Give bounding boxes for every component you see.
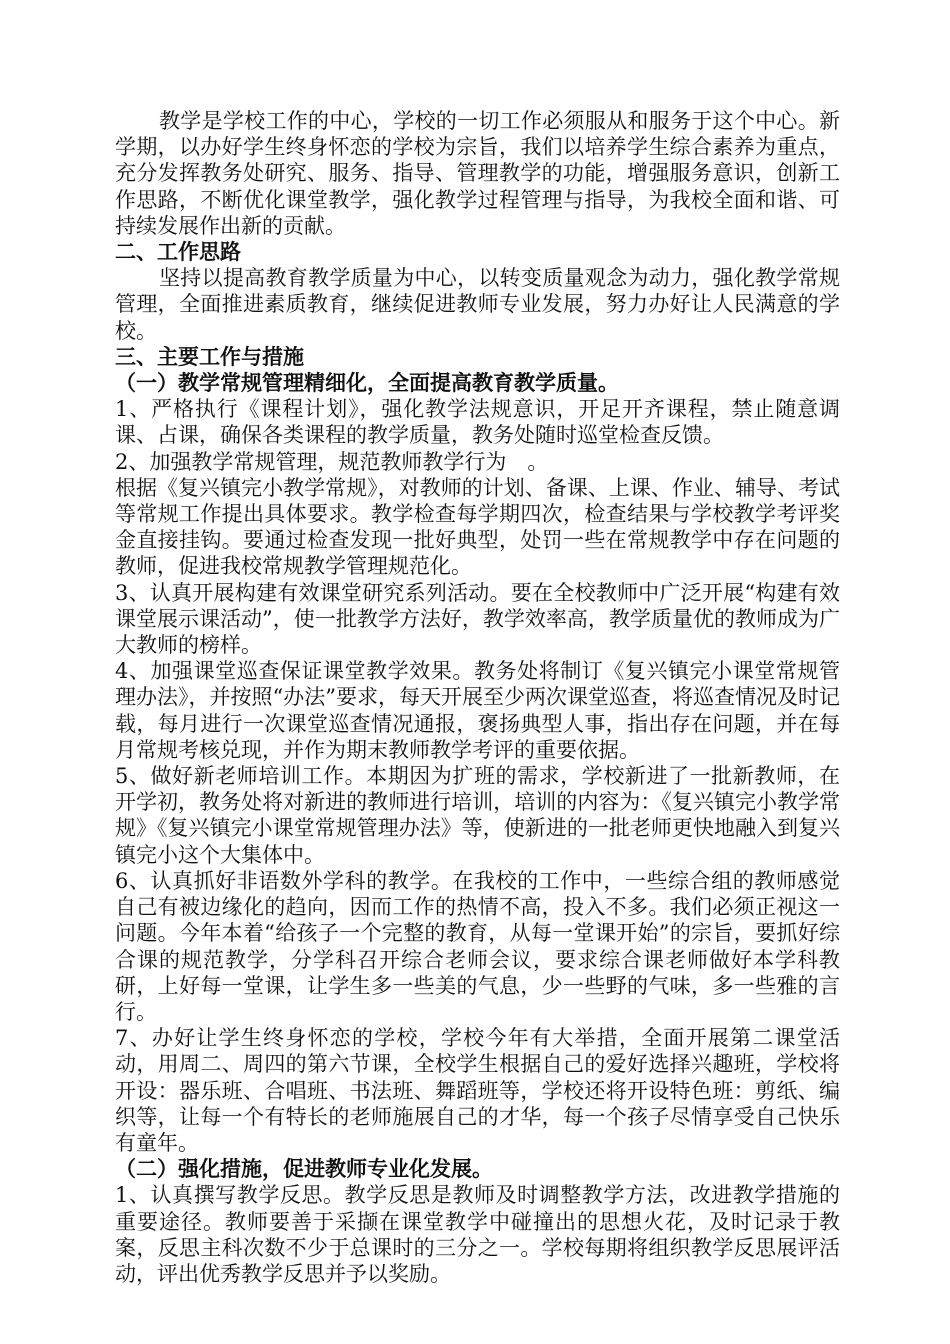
document-page xyxy=(115,108,840,1287)
section-heading-work-approach: 二、工作思路 xyxy=(115,239,241,265)
list-item: 根据《复兴镇完小教学常规》，对教师的计划、备课、上课、作业、辅导、考试等常规工作提出具体要求。教学检查每学期四次，检查结果与学校教学考评奖金直接挂钩。要通过检查发现一批好典型，处罚一些在常规教学中存在问题的教师，促进我校常规教学管理规范化。 xyxy=(115,475,840,579)
list-item: 7、办好让学生终身怀恋的学校，学校今年有大举措，全面开展第二课堂活动，用周二、周四的第六节课，全校学生根据自己的爱好选择兴趣班，学校将开设：器乐班、合唱班、书法班、舞蹈班等，学校还将开设特色班：剪纸、编织等，让每一个有特长的老师施展自己的才华，每一个孩子尽情享受自己快乐有童年。 xyxy=(115,1026,840,1155)
list-item: 2、加强教学常规管理，规范教师教学行为 。 xyxy=(115,449,549,474)
list-item: 3、认真开展构建有效课堂研究系列活动。要在全校教师中广泛开展“构建有效课堂展示课活动”，使一批教学方法好，教学效率高，教学质量优的教师成为广大教师的榜样。 xyxy=(115,580,840,658)
list-item: 6、认真抓好非语数外学科的教学。在我校的工作中，一些综合组的教师感觉自己有被边缘化的趋向，因而工作的热情不高，投入不多。我们必须正视这一问题。今年本着“给孩子一个完整的教育，从每一堂课开始”的宗旨，要抓好综合课的规范教学，分学科召开综合老师会议，要求综合课老师做好本学科教研，上好每一堂课，让学生多一些美的气息，少一些野的气味，多一些雅的言行。 xyxy=(115,868,840,1024)
list-item: 1、严格执行《课程计划》，强化教学法规意识，开足开齐课程，禁止随意调课、占课，确保各类课程的教学质量，教务处随时巡堂检查反馈。 xyxy=(115,397,840,448)
work-approach-paragraph: 坚持以提高教育教学质量为中心，以转变质量观念为动力，强化教学常规管理，全面推进素质教育，继续促进教师专业发展，努力办好让人民满意的学校。 xyxy=(115,266,840,343)
section-heading-main-work: 三、主要工作与措施 xyxy=(115,343,304,369)
intro-paragraph: 教学是学校工作的中心，学校的一切工作必须服从和服务于这个中心。新学期，以办好学生终身怀恋的学校为宗旨，我们以培养学生综合素养为重点，充分发挥教务处研究、服务、指导、管理教学的功能，增强服务意识，创新工作思路，不断优化课堂教学，强化教学过程管理与指导，为我校全面和谐、可持续发展作出新的贡献。 xyxy=(115,109,840,238)
list-item: 1、认真撰写教学反思。教学反思是教师及时调整教学方法，改进教学措施的重要途径。教师要善于采撷在课堂教学中碰撞出的思想火花，及时记录于教案，反思主科次数不少于总课时的三分之一。学校每期将组织教学反思展评活动，评出优秀教学反思并予以奖励。 xyxy=(115,1183,840,1286)
list-item: 4、加强课堂巡查保证课堂教学效果。教务处将制订《复兴镇完小课堂常规管理办法》，并按照“办法”要求，每天开展至少两次课堂巡查，将巡查情况及时记载，每月进行一次课堂巡查情况通报，褒扬典型人事，指出存在问题，并在每月常规考核兑现，并作为期末教师教学考评的重要依据。 xyxy=(115,659,840,762)
subsection-heading-routine-management: （一）教学常规管理精细化，全面提高教育教学质量。 xyxy=(115,370,619,396)
subsection-heading-teacher-development: （二）强化措施，促进教师专业化发展。 xyxy=(115,1156,493,1182)
list-item: 5、做好新老师培训工作。本期因为扩班的需求，学校新进了一批新教师，在开学初，教务处将对新进的教师进行培训，培训的内容为：《复兴镇完小教学常规》《复兴镇完小课堂常规管理办法》等，使新进的一批老师更快地融入到复兴镇完小这个大集体中。 xyxy=(115,764,840,867)
